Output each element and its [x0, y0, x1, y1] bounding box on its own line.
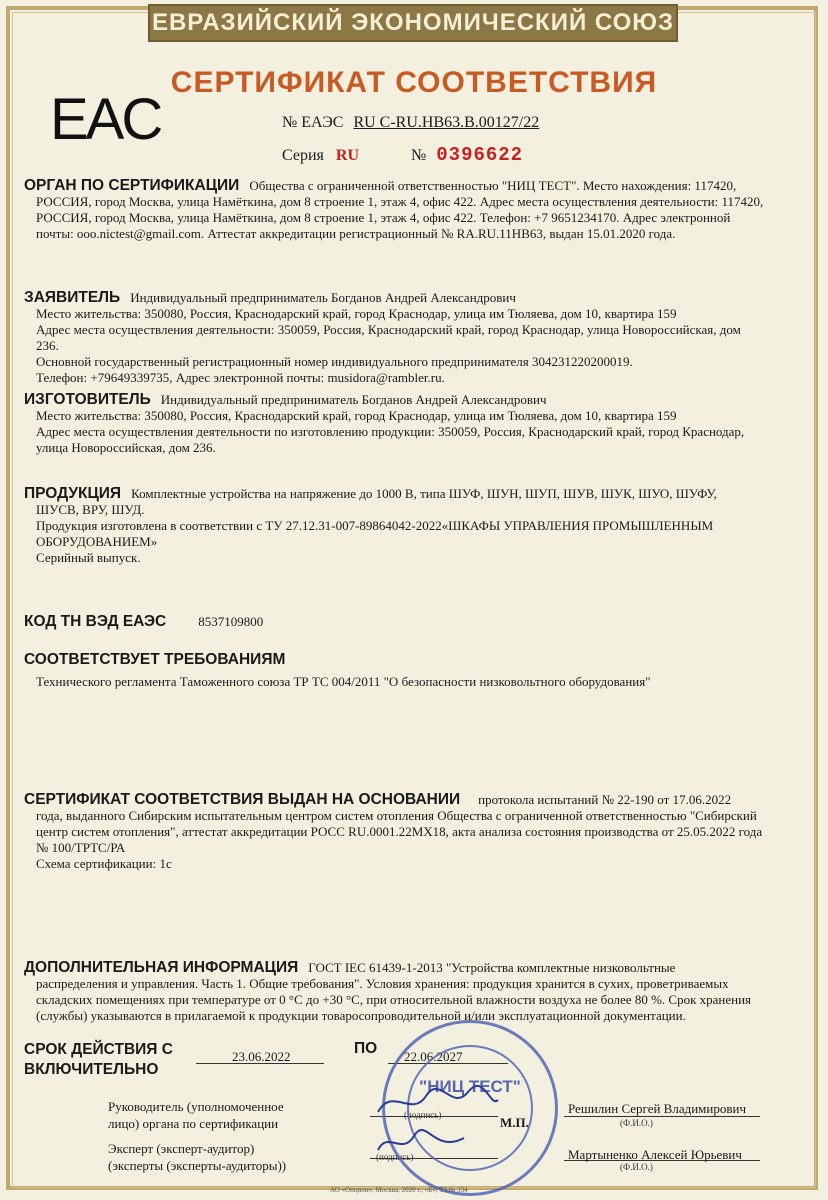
- basis-line-0: протокола испытаний № 22-190 от 17.06.2022: [478, 792, 732, 807]
- expert-name: Мартыненко Алексей Юрьевич: [568, 1147, 742, 1162]
- head-signatory-label: [108, 1098, 284, 1132]
- applicant-line-6: Телефон: +79649339735, Адрес электронной почты: musidora@rambler.ru.: [36, 370, 445, 385]
- basis-section: [24, 792, 808, 872]
- expert-signatory-label: [108, 1140, 286, 1174]
- expert-sign-hint: (подпись): [376, 1152, 414, 1162]
- organ-section: [24, 178, 808, 242]
- product-line-2: ШУСВ, ВРУ, ШУД.: [36, 502, 145, 517]
- organ-line-2: РОССИЯ, город Москва, улица Намёткина, дом 8 строение 1, этаж 4, офис 422. Адрес места осуществления деятельности: 117420,: [36, 194, 764, 209]
- maker-section: [24, 392, 808, 456]
- applicant-line-1: Индивидуальный предприниматель Богданов Андрей Александрович: [130, 290, 516, 305]
- product-line-4: ОБОРУДОВАНИЕМ»: [36, 534, 158, 549]
- series-label: Серия: [282, 147, 324, 164]
- series-value: RU: [335, 147, 359, 164]
- basis-line-4: Схема сертификации: 1с: [36, 856, 172, 871]
- eac-mark: EAC: [50, 87, 161, 152]
- compliance-heading: СООТВЕТСТВУЕТ ТРЕБОВАНИЯМ: [24, 651, 286, 668]
- maker-heading: ИЗГОТОВИТЕЛЬ: [24, 391, 151, 408]
- basis-line-3: № 100/ТРТС/РА: [36, 840, 126, 855]
- code-heading: КОД ТН ВЭД ЕАЭС: [24, 613, 167, 630]
- product-line-1: Комплектные устройства на напряжение до 1000 В, типа ШУФ, ШУН, ШУП, ШУВ, ШУК, ШУО, ШУФУ,: [131, 486, 717, 501]
- maker-line-3: Адрес места осуществления деятельности по изготовлению продукции: 350059, Россия, Краснодарский край, город Краснодар,: [36, 424, 745, 439]
- certificate-number: [282, 114, 539, 132]
- union-banner: ЕВРАЗИЙСКИЙ ЭКОНОМИЧЕСКИЙ СОЮЗ: [148, 4, 678, 42]
- stamp-place-label: М.П.: [500, 1115, 529, 1130]
- head-name: Решилин Сергей Владимирович: [568, 1101, 747, 1116]
- code-section: [24, 614, 808, 630]
- extra-section: [24, 960, 808, 1024]
- product-line-5: Серийный выпуск.: [36, 550, 141, 565]
- maker-line-2: Место жительства: 350080, Россия, Краснодарский край, город Краснодар, улица им Тюляева, дом 10, квартира 159: [36, 408, 677, 423]
- product-section: [24, 486, 808, 566]
- product-line-3: Продукция изготовлена в соответствии с ТУ 27.12.31-007-89864042-2022«ШКАФЫ УПРАВЛЕНИЯ ПРОМЫШЛЕННЫМ: [36, 518, 714, 533]
- head-sign-hint: (подпись): [404, 1110, 442, 1120]
- organ-heading: ОРГАН ПО СЕРТИФИКАЦИИ: [24, 177, 240, 194]
- number-value: RU C-RU.НВ63.В.00127/22: [353, 114, 540, 131]
- validity-heading-2: ВКЛЮЧИТЕЛЬНО: [24, 1061, 159, 1078]
- series-line: [282, 144, 523, 166]
- extra-line-1: распределения и управления. Часть 1. Общие требования". Условия хранения: продукция хранится в сухих, проветриваемых: [36, 976, 729, 991]
- head-signature-image: [372, 1082, 502, 1122]
- extra-line-3: (службы) указываются в прилагаемой к продукции товаросопроводительной и/или эксплуатационной документации.: [36, 1008, 686, 1023]
- expert-fio-hint: (Ф.И.О.): [620, 1162, 653, 1172]
- extra-line-0: ГОСТ IEC 61439-1-2013 "Устройства комплектные низковольтные: [308, 960, 676, 975]
- applicant-line-4: 236.: [36, 338, 59, 353]
- applicant-section: [24, 290, 808, 386]
- serial-value: 0396622: [436, 144, 524, 166]
- valid-from: 23.06.2022: [232, 1049, 291, 1064]
- organ-line-1: Общества с ограниченной ответственностью "НИЦ ТЕСТ". Место нахождения: 117420,: [249, 178, 737, 193]
- head-fio-hint: (Ф.И.О.): [620, 1118, 653, 1128]
- extra-heading: ДОПОЛНИТЕЛЬНАЯ ИНФОРМАЦИЯ: [24, 959, 299, 976]
- compliance-section: [24, 652, 808, 690]
- organ-line-3: РОССИЯ, город Москва, улица Намёткина, дом 8 строение 1, этаж 4, офис 422. Телефон: +7 9651234170. Адрес электронной: [36, 210, 731, 225]
- valid-to-label: ПО: [354, 1040, 378, 1057]
- print-footer: АО «Опцион», Москва, 2020 г., «Б», ТЗ № 334: [330, 1186, 468, 1194]
- maker-line-4: улица Новороссийская, дом 236.: [36, 440, 216, 455]
- applicant-line-2: Место жительства: 350080, Россия, Краснодарский край, город Краснодар, улица им Тюляева, дом 10, квартира 159: [36, 306, 677, 321]
- expert-label-line-2: (эксперты (эксперты-аудиторы)): [108, 1158, 287, 1173]
- code-value: 8537109800: [198, 614, 264, 629]
- organ-line-4: почты: ooo.nictest@gmail.com. Аттестат аккредитации регистрационный № RA.RU.11НВ63, выдан 15.01.2020 года.: [36, 226, 676, 241]
- extra-line-2: складских помещениях при температуре от 0 °С до +30 °С, при относительной влажности воздуха не более 80 %. Срок хранения: [36, 992, 752, 1007]
- product-heading: ПРОДУКЦИЯ: [24, 485, 122, 502]
- head-label-line-1: Руководитель (уполномоченное: [108, 1099, 284, 1114]
- valid-to: 22.06.2027: [404, 1049, 463, 1064]
- basis-line-2: центр систем отопления", аттестат аккредитации РОСС RU.0001.22МХ18, акта анализа состояния производства от 25.05.2022 года: [36, 824, 763, 839]
- applicant-line-3: Адрес места осуществления деятельности: 350059, Россия, Краснодарский край, город Краснодар, улица Новороссийская, дом: [36, 322, 741, 337]
- validity-heading-1: СРОК ДЕЙСТВИЯ С: [24, 1041, 173, 1058]
- basis-heading: СЕРТИФИКАТ СООТВЕТСТВИЯ ВЫДАН НА ОСНОВАНИИ: [24, 791, 461, 808]
- maker-line-1: Индивидуальный предприниматель Богданов Андрей Александрович: [160, 392, 547, 407]
- stamp-text: "НИЦ ТЕСТ": [419, 1077, 521, 1096]
- expert-label-line-1: Эксперт (эксперт-аудитор): [108, 1141, 255, 1156]
- head-label-line-2: лицо) органа по сертификации: [108, 1116, 279, 1131]
- basis-line-1: года, выданного Сибирским испытательным центром систем отопления Общества с ограниченной ответственностью "Сибирский: [36, 808, 757, 823]
- certificate-title: СЕРТИФИКАТ СООТВЕТСТВИЯ: [170, 66, 658, 99]
- applicant-heading: ЗАЯВИТЕЛЬ: [24, 289, 121, 306]
- expert-signature-image: [372, 1126, 472, 1160]
- applicant-line-5: Основной государственный регистрационный номер индивидуального предпринимателя 304231220200019.: [36, 354, 633, 369]
- number-label: № ЕАЭС: [282, 114, 344, 131]
- compliance-line-1: Технического регламента Таможенного союза ТР ТС 004/2011 "О безопасности низковольтного оборудования": [36, 674, 651, 689]
- serial-label: №: [411, 147, 427, 164]
